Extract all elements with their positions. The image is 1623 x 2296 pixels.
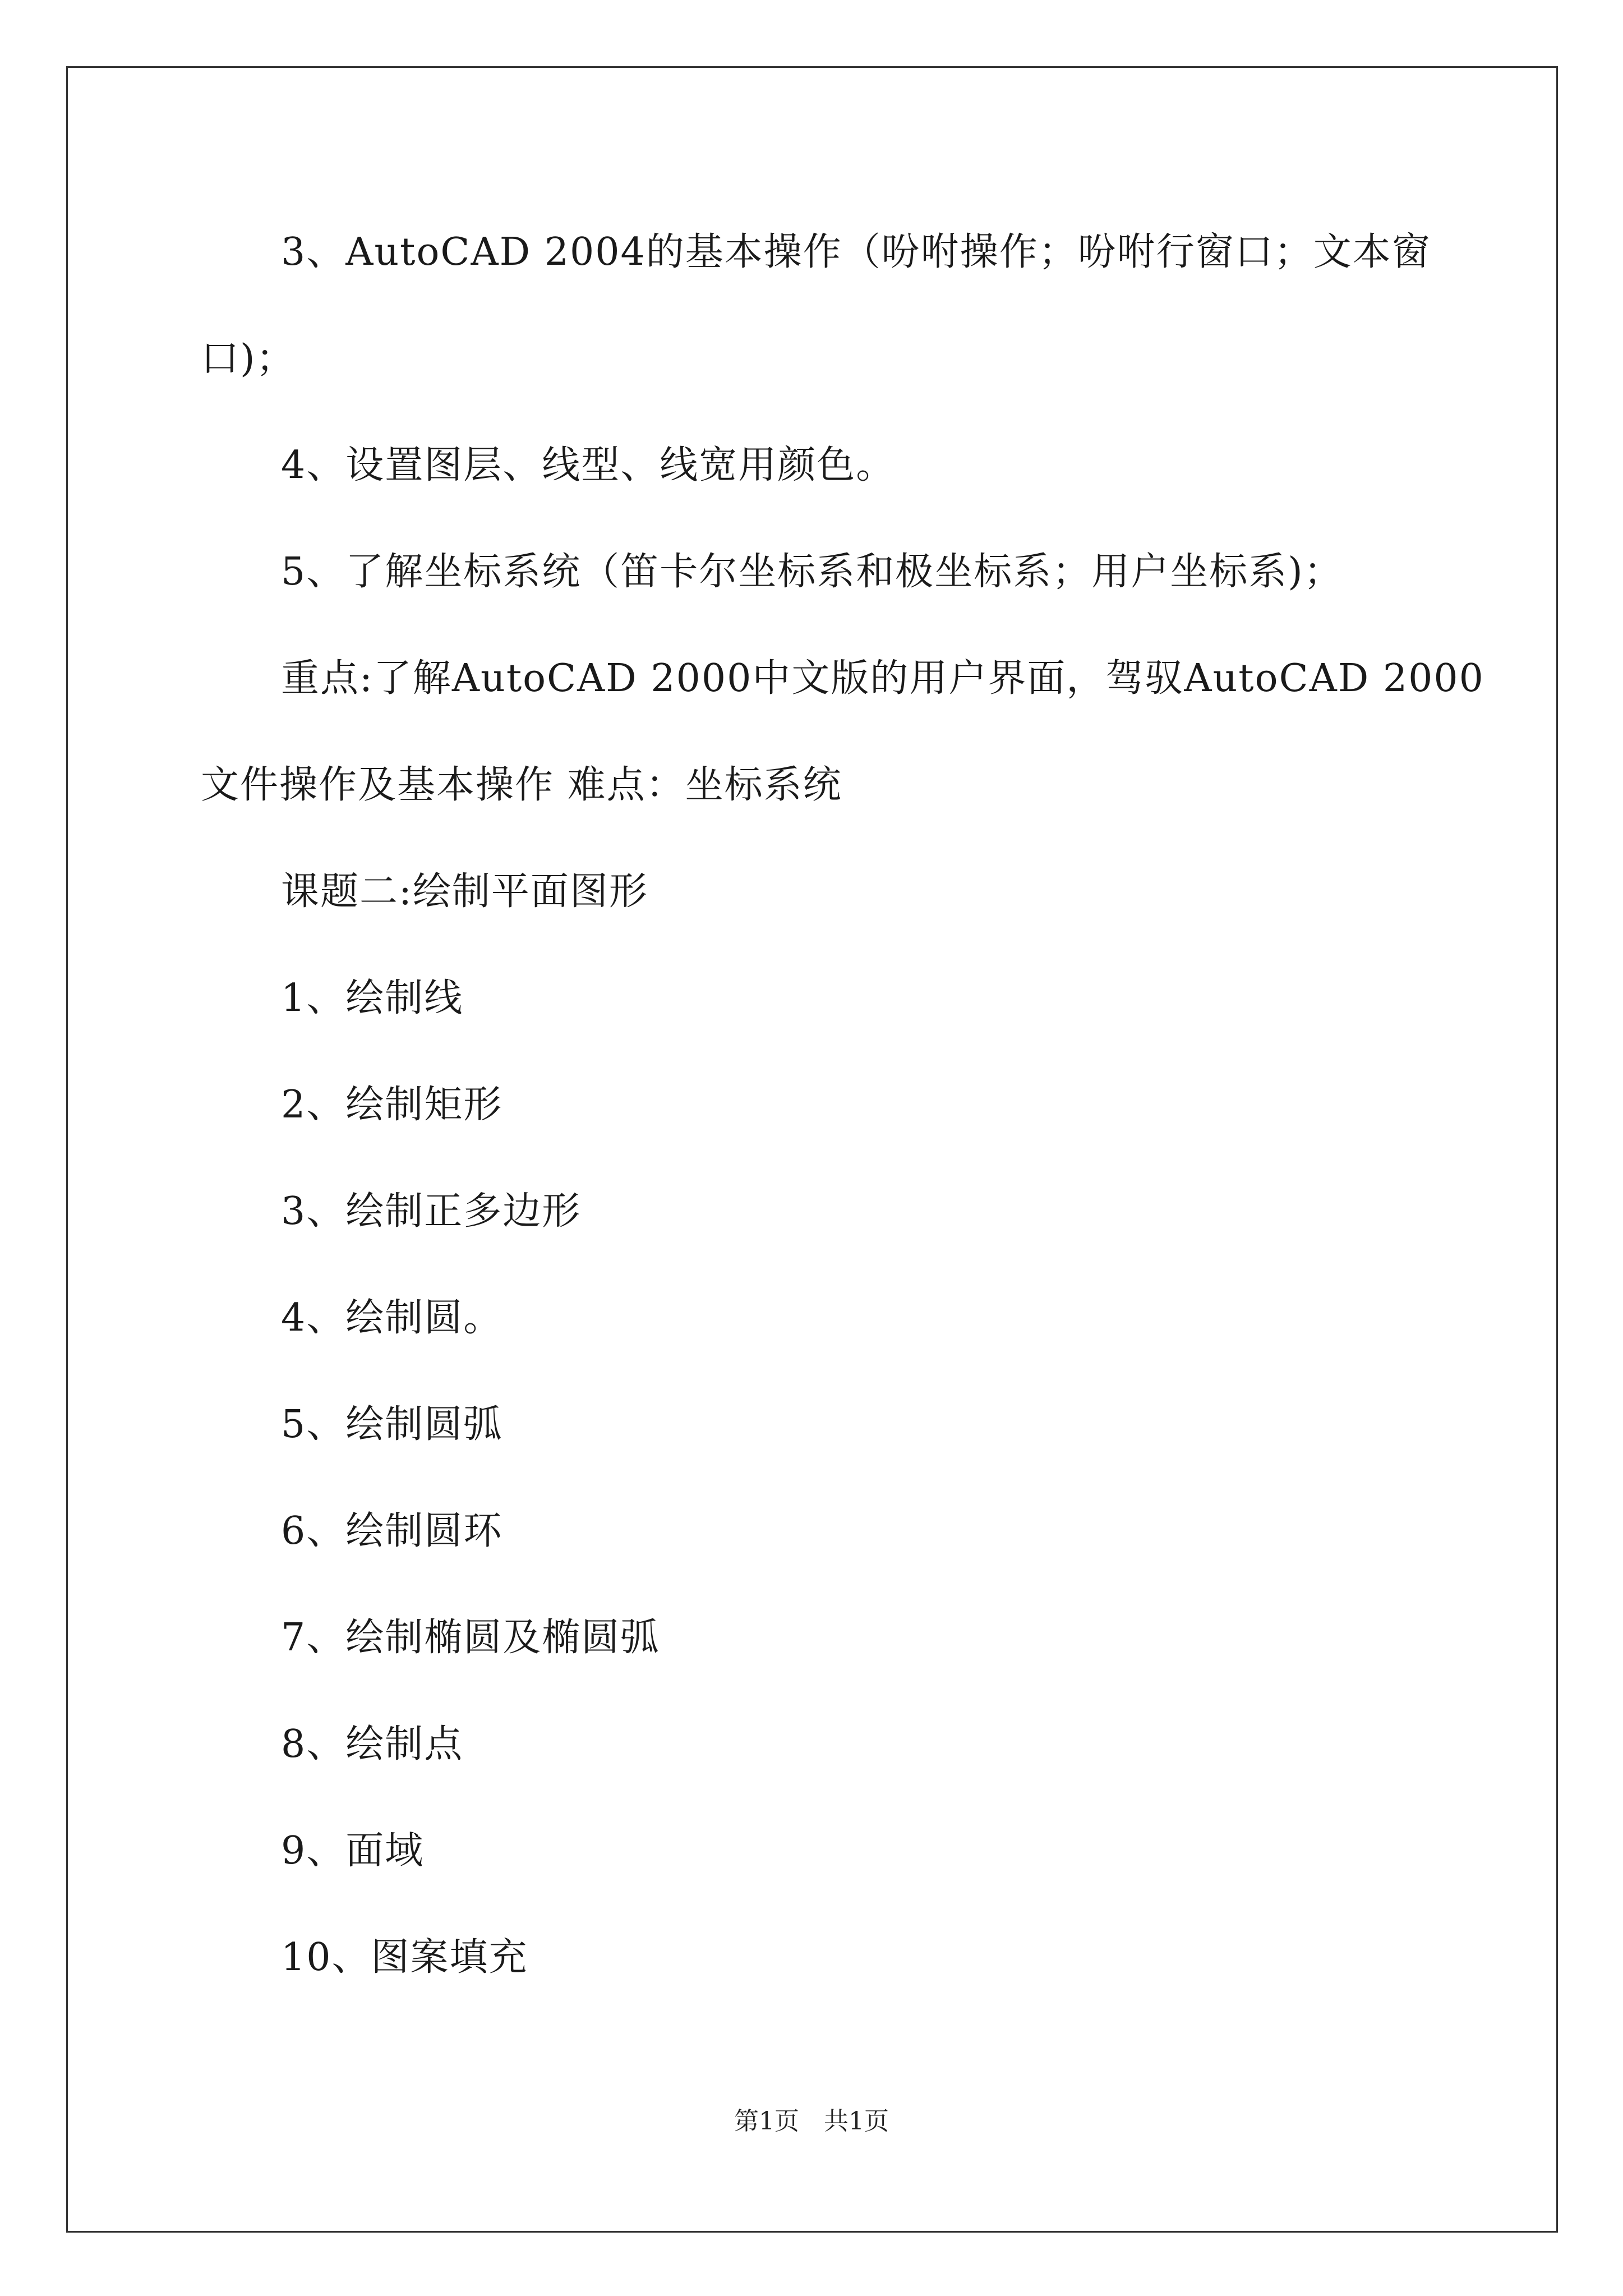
list-item: 2、绘制矩形 — [281, 1083, 503, 1127]
text-line-5: 重点:了解AutoCAD 2000中文版的用户界面，驾驭AutoCAD 2000 — [281, 656, 1484, 701]
text-line-2: 口)； — [201, 337, 296, 381]
list-item: 9、面域 — [281, 1829, 425, 1873]
list-item: 5、绘制圆弧 — [281, 1402, 503, 1447]
list-item: 1、绘制线 — [281, 976, 464, 1020]
section-heading: 课题二:绘制平面图形 — [281, 869, 648, 914]
list-item: 4、绘制圆。 — [281, 1296, 503, 1340]
text-line-6: 文件操作及基本操作 难点：坐标系统 — [201, 763, 842, 807]
list-item: 8、绘制点 — [281, 1722, 464, 1766]
list-item: 6、绘制圆环 — [281, 1509, 503, 1553]
page-border — [66, 66, 1558, 2233]
list-item: 10、图案填充 — [281, 1935, 528, 1980]
page-footer: 第1页 共1页 — [734, 2107, 889, 2136]
list-item: 3、绘制正多边形 — [281, 1189, 582, 1234]
text-line-1: 3、AutoCAD 2004的基本操作（吩咐操作；吩咐行窗口；文本窗 — [281, 230, 1431, 274]
text-line-3: 4、设置图层、线型、线宽用颜色。 — [281, 443, 896, 487]
list-item: 7、绘制椭圆及椭圆弧 — [281, 1616, 660, 1660]
text-line-4: 5、了解坐标系统（笛卡尔坐标系和极坐标系；用户坐标系)； — [281, 550, 1343, 594]
